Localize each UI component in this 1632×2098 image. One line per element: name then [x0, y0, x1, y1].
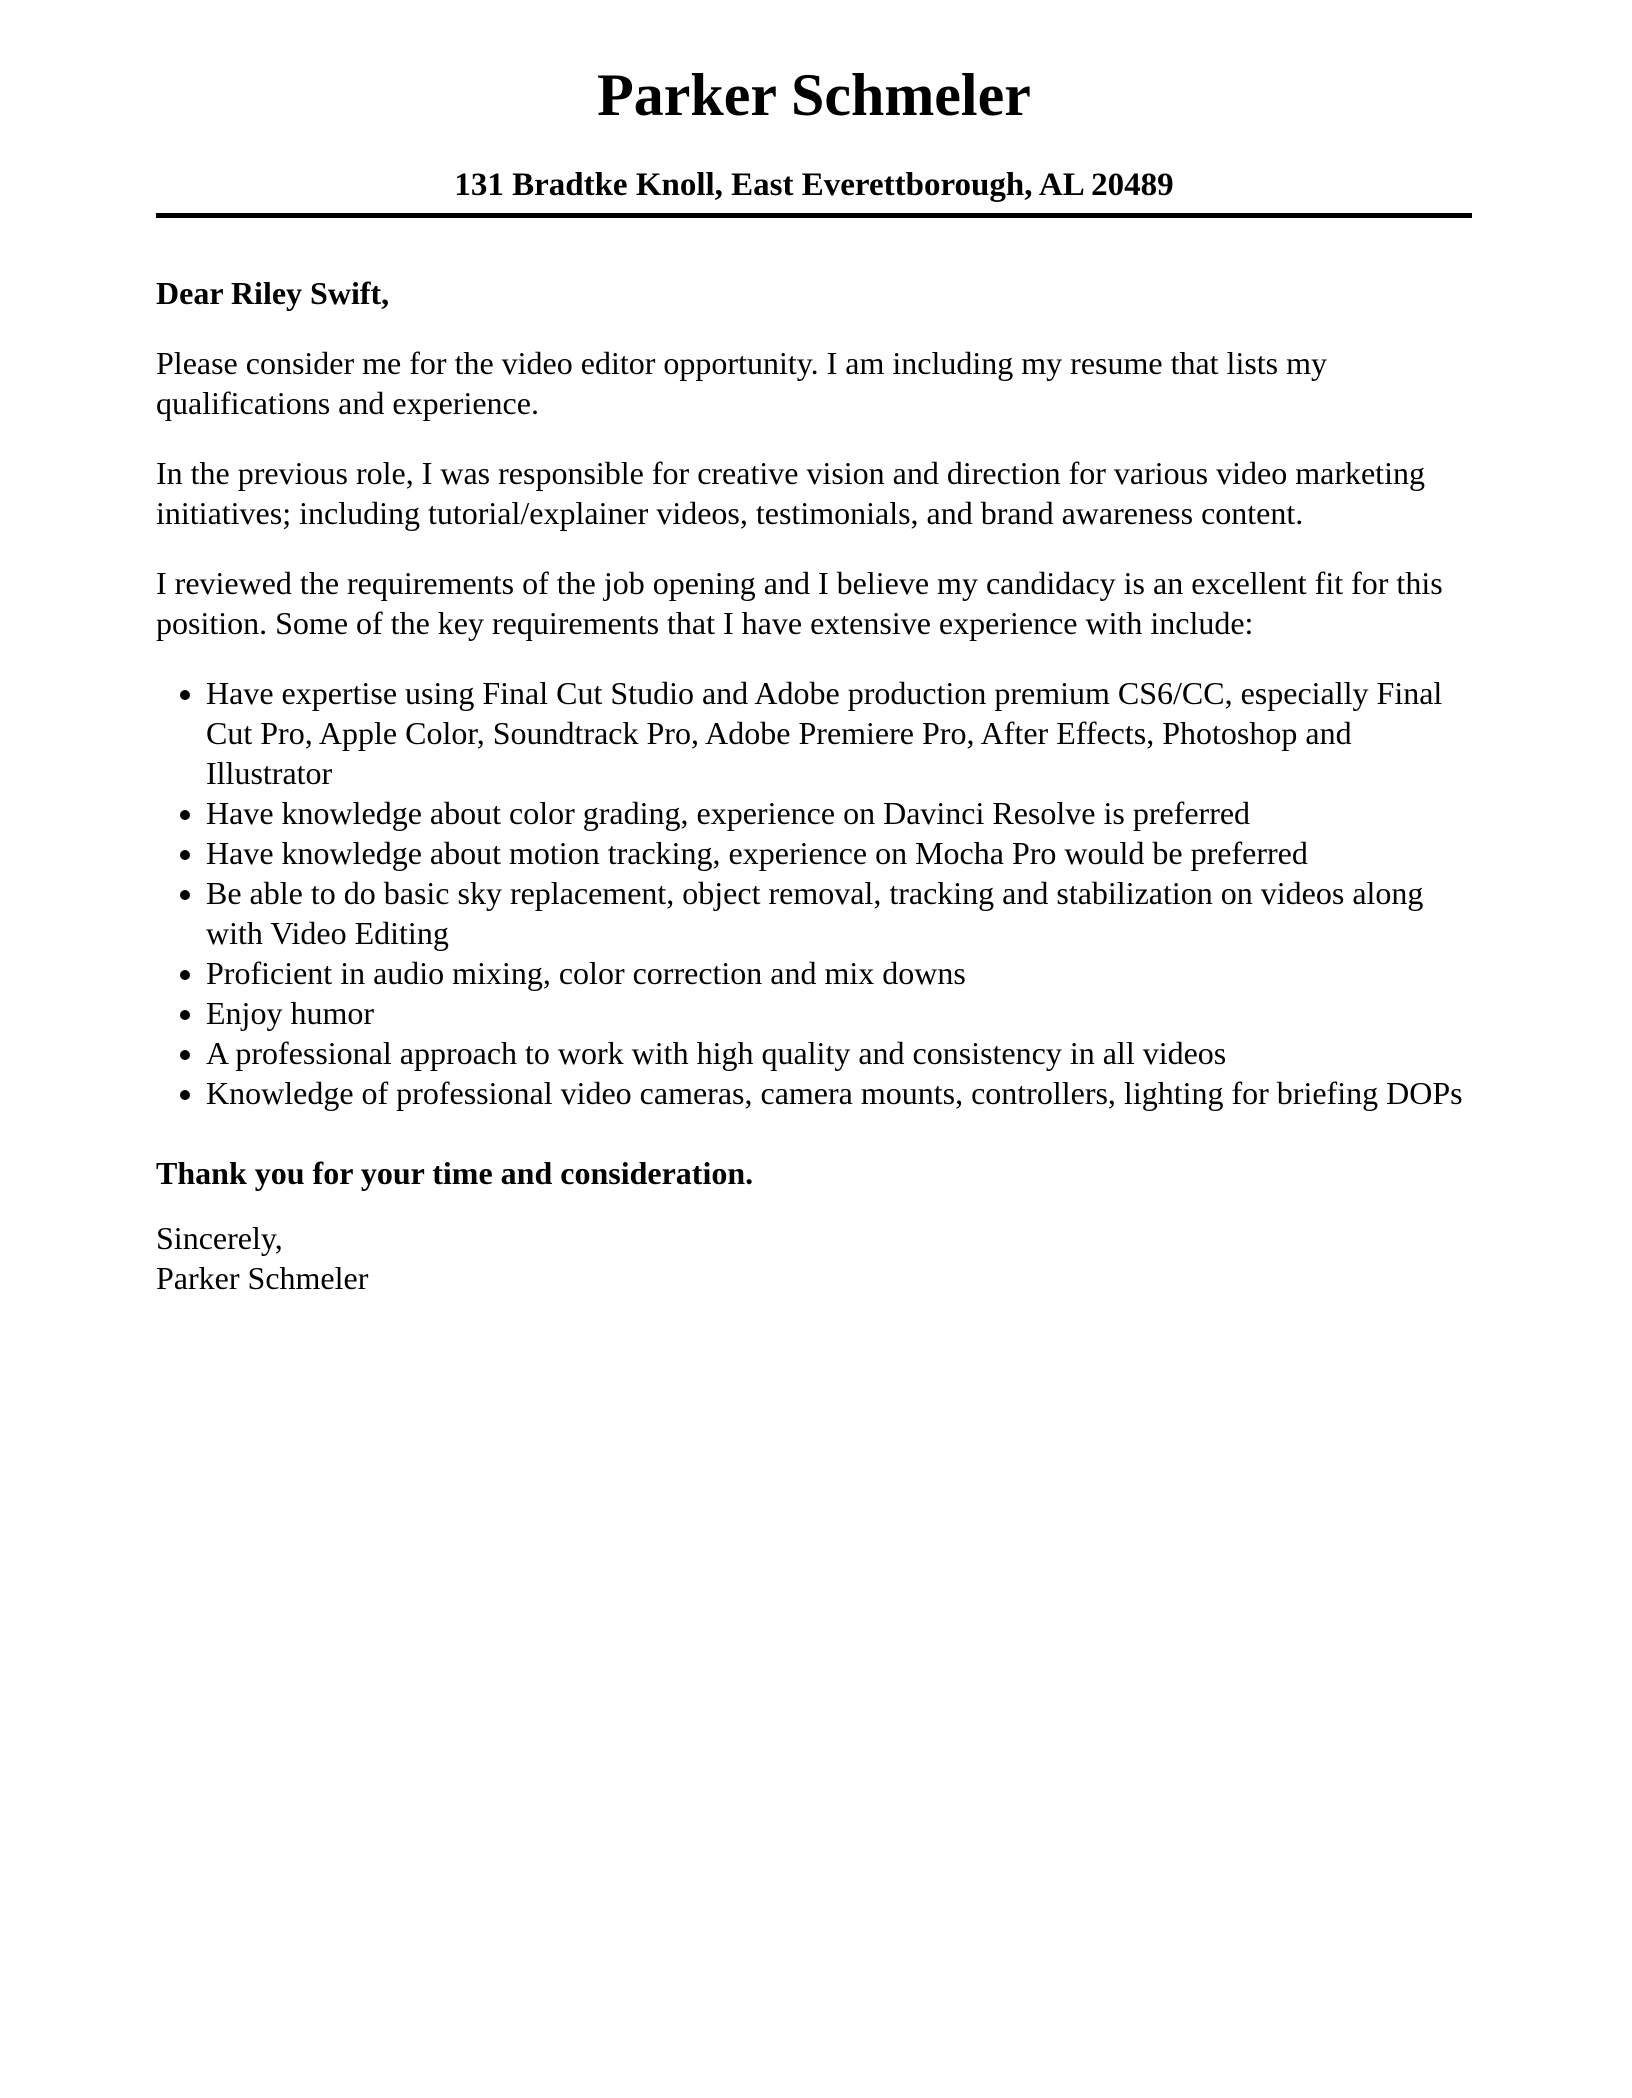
letter-body [156, 273, 1472, 1298]
list-item-sky-replacement: • Be able to do basic sky replacement, object removal, tracking and stabilization on videos along with Video Editing [206, 873, 1472, 953]
paragraph-intro: Please consider me for the video editor opportunity. I am including my resume that lists my qualifications and experience. [156, 345, 1328, 421]
list-item-professional-approach: • A professional approach to work with high quality and consistency in all videos [206, 1033, 1472, 1073]
header-divider [156, 213, 1472, 218]
closing-block [156, 1218, 1472, 1298]
list-item-expertise: • Have expertise using Final Cut Studio and Adobe production premium CS6/CC, especially Final Cut Pro, Apple Color, Soundtrack Pro, Adobe Premiere Pro, After Effects, Photoshop and Illustrator [206, 673, 1472, 793]
signature-name: Parker Schmeler [156, 1260, 369, 1296]
sender-name: Parker Schmeler [597, 62, 1031, 128]
closing-salutation: Sincerely, [156, 1220, 283, 1256]
list-item-audio-mixing: • Proficient in audio mixing, color correction and mix downs [206, 953, 1472, 993]
sender-address: 131 Bradtke Knoll, East Everettborough, AL 20489 [454, 167, 1174, 203]
list-item-camera-knowledge: • Knowledge of professional video cameras, camera mounts, controllers, lighting for briefing DOPs [206, 1073, 1472, 1113]
thank-you-line: Thank you for your time and consideration. [156, 1155, 754, 1191]
list-item-humor: • Enjoy humor [206, 993, 1472, 1033]
list-item-color-grading: • Have knowledge about color grading, experience on Davinci Resolve is preferred [206, 793, 1472, 833]
letter-header [156, 55, 1472, 218]
salutation: Dear Riley Swift, [156, 275, 390, 311]
list-item-motion-tracking: • Have knowledge about motion tracking, experience on Mocha Pro would be preferred [206, 833, 1472, 873]
paragraph-previous-role: In the previous role, I was responsible for creative vision and direction for various video marketing initiatives; including tutorial/explainer videos, testimonials, and brand awareness content. [156, 455, 1425, 531]
requirements-list [156, 673, 1472, 1113]
paragraph-requirements-lead: I reviewed the requirements of the job opening and I believe my candidacy is an excellent fit for this position. Some of the key requirements that I have extensive experience with include: [156, 565, 1443, 641]
